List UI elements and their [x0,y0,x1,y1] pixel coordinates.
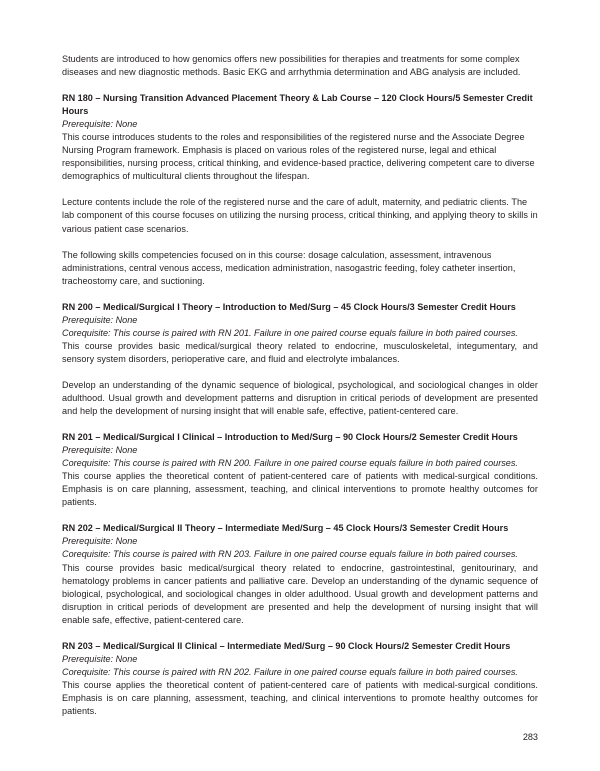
course-prerequisite: Prerequisite: None [62,445,138,456]
course-entry [62,301,538,418]
course-paragraph: This course introduces students to the roles and responsibilities of the registered nurse and the Associate Degree Nursing Program framework. Emphasis is placed on various roles of the registered nurse, legal and ethical responsibilities, nursing process, critical thinking, and evidence-based practice, delivering competent care to diverse demographics of multicultural clients throughout the lifespan. [62,132,535,182]
intro-paragraph: Students are introduced to how genomics offers new possibilities for therapies and treatments for some complex diseases and new diagnostic methods. Basic EKG and arrhythmia determination and ABG analysis are included. [62,54,521,78]
course-corequisite: Corequisite: This course is paired with RN 200. Failure in one paired course equals failure in both paired courses. [62,458,518,469]
course-heading: RN 180 – Nursing Transition Advanced Placement Theory & Lab Course – 120 Clock Hours/5 Semester Credit Hours [62,93,533,117]
course-entry [62,431,538,509]
course-paragraph: Lecture contents include the role of the registered nurse and the care of adult, maternity, and pediatric clients. The lab component of this course focuses on utilizing the nursing process, critical thinking, and applying theory to skills in various patient case scenarios. [62,197,538,234]
course-paragraph: Develop an understanding of the dynamic sequence of biological, psychological, and sociological changes in older adulthood. Usual growth and development patterns and disruption in critical periods of development are presented and help the development of nursing insight that will enable safe, effective, patient-centered care. [62,379,538,417]
course-prerequisite: Prerequisite: None [62,536,138,547]
course-corequisite: Corequisite: This course is paired with RN 201. Failure in one paired course equals failure in both paired courses. [62,327,518,338]
course-entry [62,92,538,288]
course-paragraph: This course applies the theoretical content of patient-centered care of patients with medical-surgical conditions. Emphasis is on care planning, assessment, teaching, and clinical interventions to promote healthy outcomes for patients. [62,679,538,716]
course-prerequisite: Prerequisite: None [62,119,138,130]
course-corequisite: Corequisite: This course is paired with RN 202. Failure in one paired course equals failure in both paired courses. [62,666,518,677]
course-paragraph: This course provides basic medical/surgical theory related to endocrine, musculoskeletal, integumentary, and sensory system disorders, perioperative care, and fluid and electrolyte imbalances. [62,340,538,364]
course-heading: RN 200 – Medical/Surgical I Theory – Introduction to Med/Surg – 45 Clock Hours/3 Semester Credit Hours [62,301,516,312]
course-corequisite: Corequisite: This course is paired with RN 203. Failure in one paired course equals failure in both paired courses. [62,549,518,560]
course-paragraph: This course applies the theoretical content of patient-centered care of patients with medical-surgical conditions. Emphasis is on care planning, assessment, teaching, and clinical interventions to promote healthy outcomes for patients. [62,471,538,508]
page-number: 283 [522,732,538,742]
course-entry [62,522,538,626]
course-paragraph: The following skills competencies focused on in this course: dosage calculation, assessment, intravenous administrations, central venous access, medication administration, nasogastric feeding, foley catheter insertion, tracheostomy care, and suctioning. [62,249,516,286]
page-content [62,53,538,731]
course-heading: RN 203 – Medical/Surgical II Clinical – Intermediate Med/Surg – 90 Clock Hours/2 Semester Credit Hours [62,640,511,651]
course-prerequisite: Prerequisite: None [62,653,138,664]
course-entry [62,640,538,718]
course-prerequisite: Prerequisite: None [62,314,138,325]
course-heading: RN 202 – Medical/Surgical II Theory – Intermediate Med/Surg – 45 Clock Hours/3 Semester Credit Hours [62,523,509,534]
course-paragraph: This course provides basic medical/surgical theory related to endocrine, gastrointestinal, genitourinary, and hematology problems in cancer patients and palliative care. Develop an understanding of the dynamic sequence of biological, psychological, and sociological changes in older adulthood. Usual growth and development patterns and disruption in critical periods of development are presented and help the development of nursing insight that will enable safe, effective, patient-centered care. [62,562,538,625]
course-heading: RN 201 – Medical/Surgical I Clinical – Introduction to Med/Surg – 90 Clock Hours/2 Semester Credit Hours [62,432,518,443]
